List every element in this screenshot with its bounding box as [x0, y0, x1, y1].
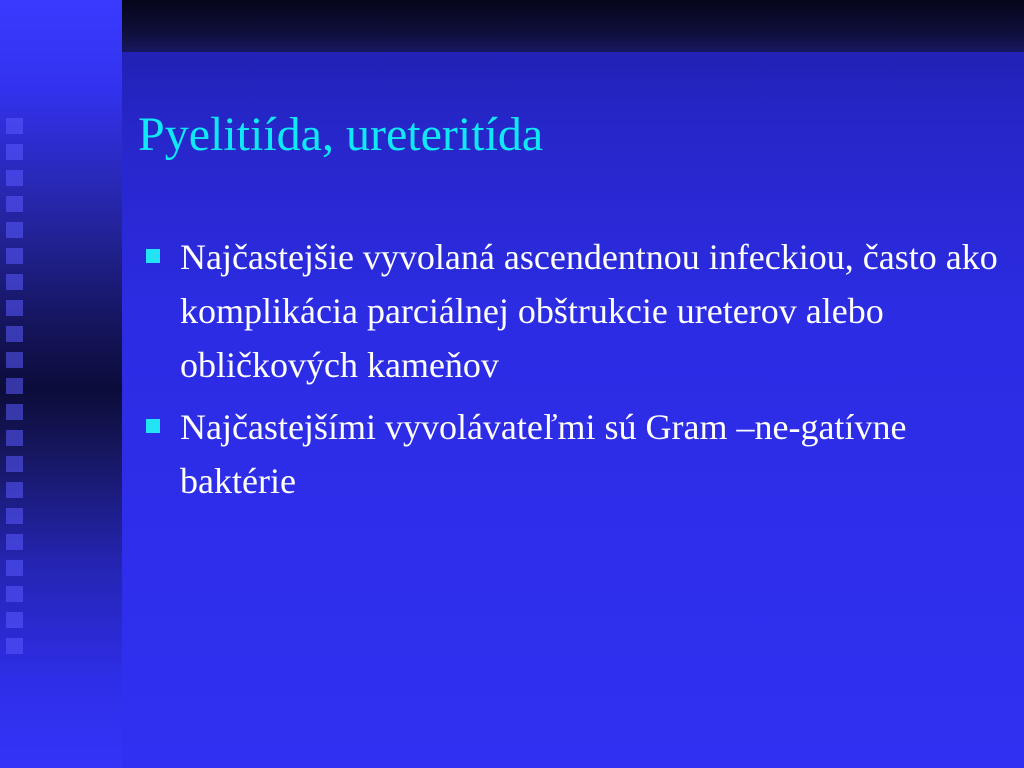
- decorative-tile: [6, 300, 23, 316]
- top-bar: [122, 0, 1024, 52]
- decorative-tile: [6, 352, 23, 368]
- decorative-tile: [6, 404, 23, 420]
- decorative-tile: [6, 456, 23, 472]
- bullet-list: [144, 230, 1004, 516]
- decorative-tile: [6, 508, 23, 524]
- decorative-tile: [6, 196, 23, 212]
- decorative-tile: [6, 378, 23, 394]
- decorative-tile: [6, 612, 23, 628]
- bullet-text: Najčastejšími vyvolávateľmi sú Gram –ne-gatívne baktérie: [180, 407, 907, 501]
- decorative-tile: [6, 274, 23, 290]
- slide-title: Pyelitiída, ureteritída: [138, 108, 544, 161]
- decorative-tile: [6, 430, 23, 446]
- bullet-text: Najčastejšie vyvolaná ascendentnou infeckiou, často ako komplikácia parciálnej obštrukcie ureterov alebo obličkových kameňov: [180, 237, 998, 385]
- bullet-item: [144, 400, 1004, 508]
- decorative-tile: [6, 144, 23, 160]
- square-bullet-icon: [146, 419, 160, 433]
- decorative-tile: [6, 482, 23, 498]
- decorative-tile: [6, 248, 23, 264]
- decorative-tile: [6, 222, 23, 238]
- decorative-tile: [6, 586, 23, 602]
- square-bullet-icon: [146, 249, 160, 263]
- decorative-tile: [6, 170, 23, 186]
- decorative-tile: [6, 638, 23, 654]
- bullet-item: [144, 230, 1004, 392]
- decorative-tile: [6, 534, 23, 550]
- decorative-tile: [6, 326, 23, 342]
- decorative-tile: [6, 560, 23, 576]
- decorative-tile: [6, 118, 23, 134]
- left-decorative-strip: [0, 0, 122, 768]
- decorative-tile-column: [0, 0, 40, 768]
